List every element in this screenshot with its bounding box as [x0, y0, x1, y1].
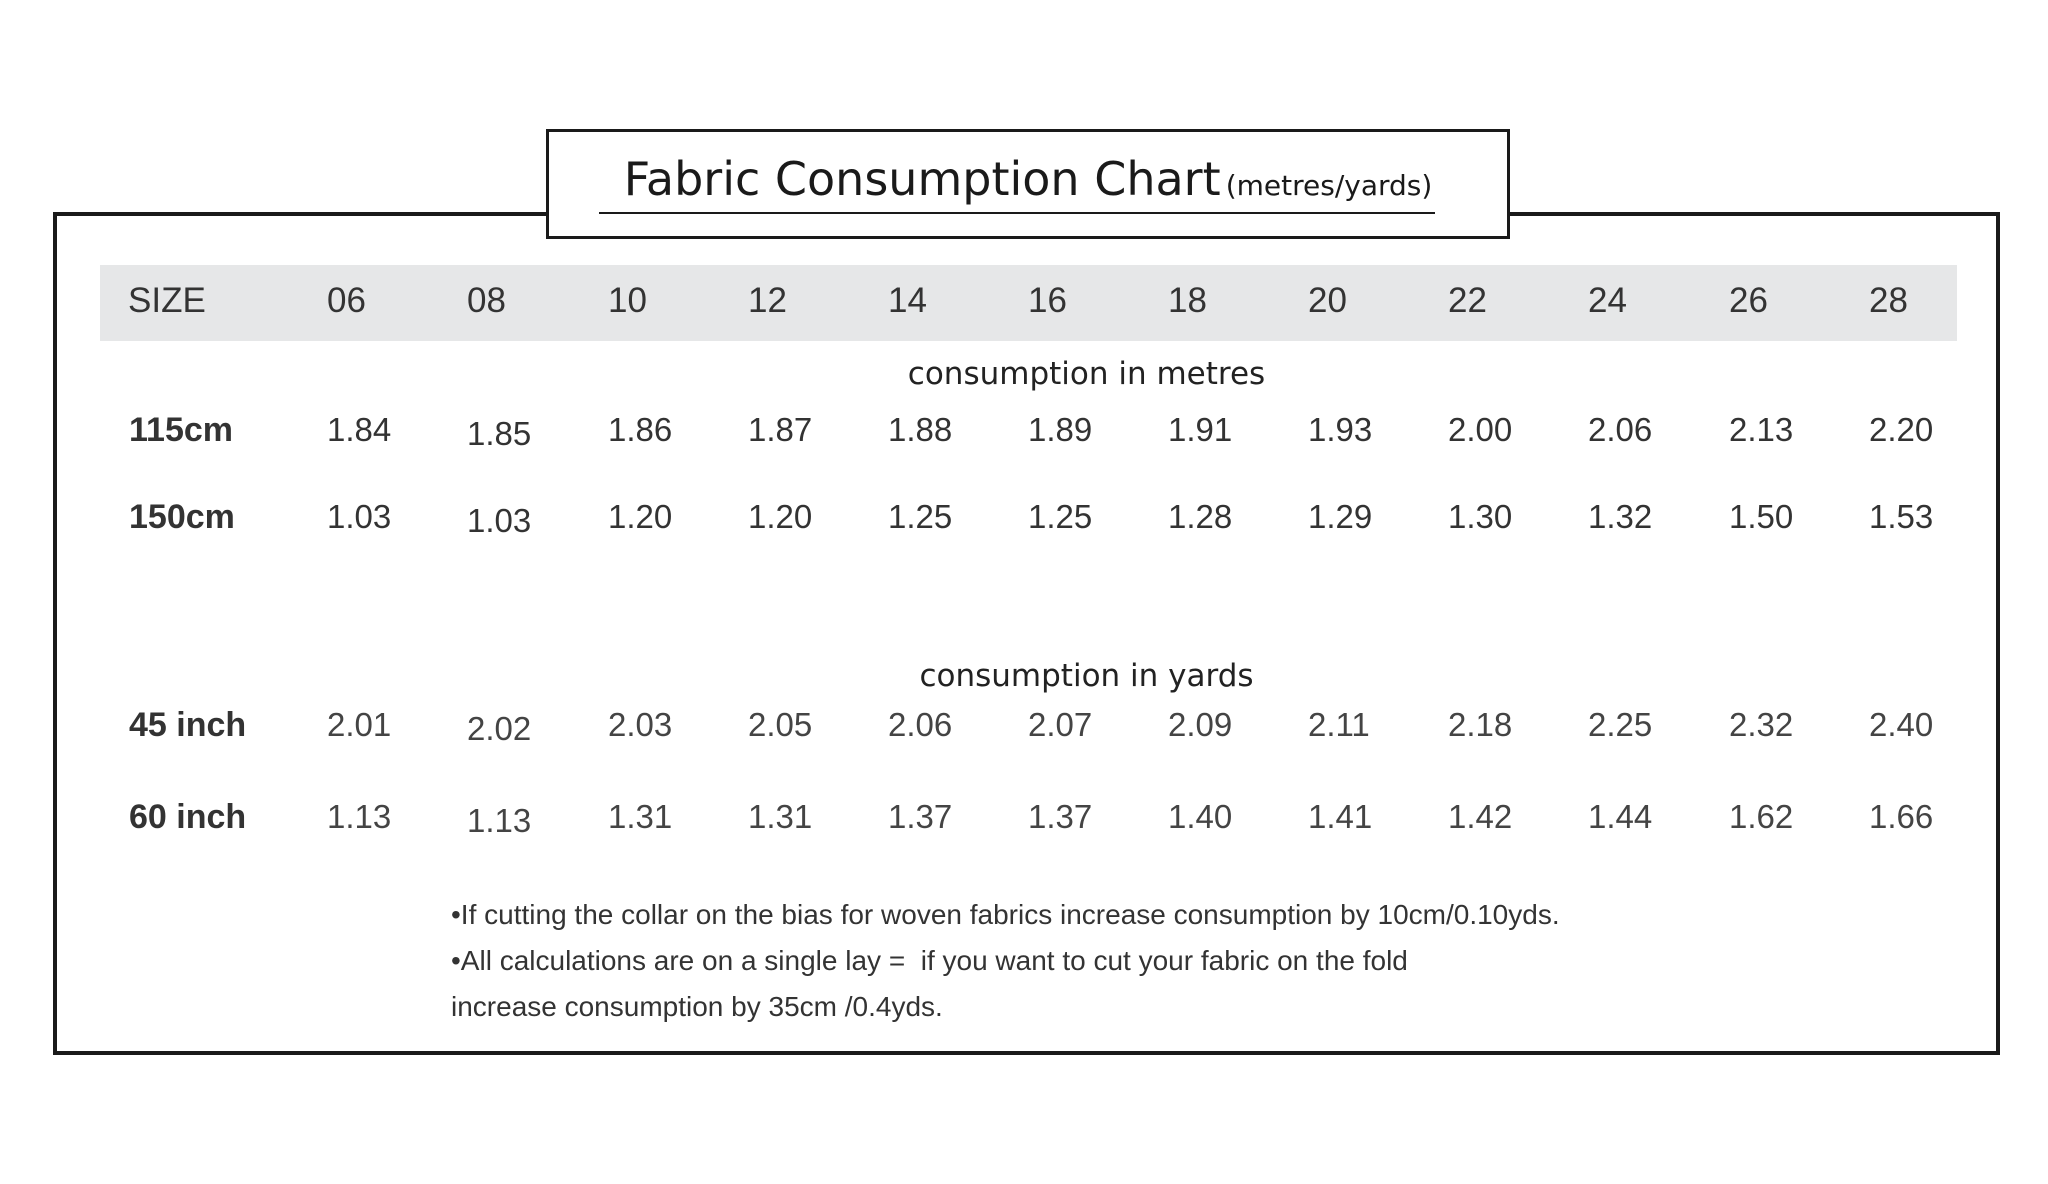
size-header-label: SIZE	[128, 281, 206, 320]
size-header-26: 26	[1729, 281, 1768, 320]
cell-45-inch-size-16: 2.07	[1028, 706, 1093, 743]
note-bias-collar: •If cutting the collar on the bias for woven fabrics increase consumption by 10cm/0.10yds.	[451, 899, 1560, 930]
row-label-60-inch: 60 inch	[129, 798, 247, 836]
cell-60-inch-size-12: 1.31	[748, 798, 813, 835]
cell-45-inch-size-22: 2.18	[1448, 706, 1513, 743]
cell-115cm-size-14: 1.88	[888, 411, 953, 448]
cell-60-inch-size-24: 1.44	[1588, 798, 1653, 835]
size-header-28: 28	[1869, 281, 1908, 320]
cell-150cm-size-26: 1.50	[1729, 498, 1794, 535]
cell-150cm-size-24: 1.32	[1588, 498, 1653, 535]
size-header-14: 14	[888, 281, 927, 320]
note-single-lay: •All calculations are on a single lay = if you want to cut your fabric on the fold	[451, 945, 1408, 976]
cell-60-inch-size-08: 1.13	[467, 802, 532, 839]
cell-115cm-size-28: 2.20	[1869, 411, 1934, 448]
cell-115cm-size-22: 2.00	[1448, 411, 1513, 448]
cell-45-inch-size-26: 2.32	[1729, 706, 1794, 743]
cell-45-inch-size-06: 2.01	[327, 706, 392, 743]
cell-115cm-size-10: 1.86	[608, 411, 673, 448]
cell-60-inch-size-16: 1.37	[1028, 798, 1093, 835]
title-box	[546, 129, 1510, 239]
cell-60-inch-size-18: 1.40	[1168, 798, 1233, 835]
cell-45-inch-size-18: 2.09	[1168, 706, 1233, 743]
row-label-150cm: 150cm	[129, 498, 235, 536]
cell-45-inch-size-12: 2.05	[748, 706, 813, 743]
size-header-22: 22	[1448, 281, 1487, 320]
chart-title-unit: (metres/yards)	[1225, 169, 1433, 202]
cell-150cm-size-10: 1.20	[608, 498, 673, 535]
section-label-metres: consumption in metres	[907, 356, 1266, 392]
row-label-45-inch: 45 inch	[129, 706, 247, 744]
cell-60-inch-size-26: 1.62	[1729, 798, 1794, 835]
cell-45-inch-size-08: 2.02	[467, 710, 532, 747]
cell-60-inch-size-20: 1.41	[1308, 798, 1373, 835]
size-header-06: 06	[327, 281, 366, 320]
cell-150cm-size-28: 1.53	[1869, 498, 1934, 535]
cell-115cm-size-06: 1.84	[327, 411, 392, 448]
cell-150cm-size-18: 1.28	[1168, 498, 1233, 535]
cell-150cm-size-16: 1.25	[1028, 498, 1093, 535]
cell-45-inch-size-20: 2.11	[1308, 706, 1370, 743]
size-header-24: 24	[1588, 281, 1627, 320]
title-underline	[599, 212, 1435, 214]
cell-115cm-size-26: 2.13	[1729, 411, 1794, 448]
cell-115cm-size-24: 2.06	[1588, 411, 1653, 448]
row-label-115cm: 115cm	[129, 411, 233, 449]
cell-150cm-size-06: 1.03	[327, 498, 392, 535]
size-header-20: 20	[1308, 281, 1347, 320]
cell-45-inch-size-10: 2.03	[608, 706, 673, 743]
cell-45-inch-size-28: 2.40	[1869, 706, 1934, 743]
cell-115cm-size-18: 1.91	[1168, 411, 1233, 448]
size-header-18: 18	[1168, 281, 1207, 320]
cell-60-inch-size-06: 1.13	[327, 798, 392, 835]
cell-115cm-size-12: 1.87	[748, 411, 813, 448]
size-header-16: 16	[1028, 281, 1067, 320]
cell-60-inch-size-10: 1.31	[608, 798, 673, 835]
note-fold-increase: increase consumption by 35cm /0.4yds.	[451, 991, 943, 1022]
chart-title-main: Fabric Consumption Chart	[623, 152, 1221, 206]
cell-150cm-size-08: 1.03	[467, 502, 532, 539]
cell-60-inch-size-22: 1.42	[1448, 798, 1513, 835]
size-header-08: 08	[467, 281, 506, 320]
cell-150cm-size-22: 1.30	[1448, 498, 1513, 535]
cell-150cm-size-12: 1.20	[748, 498, 813, 535]
cell-150cm-size-20: 1.29	[1308, 498, 1373, 535]
cell-60-inch-size-14: 1.37	[888, 798, 953, 835]
cell-115cm-size-20: 1.93	[1308, 411, 1373, 448]
cell-60-inch-size-28: 1.66	[1869, 798, 1934, 835]
size-header-10: 10	[608, 281, 647, 320]
section-label-yards: consumption in yards	[919, 658, 1254, 694]
notes	[451, 892, 1560, 1030]
cell-150cm-size-14: 1.25	[888, 498, 953, 535]
chart-title	[549, 152, 1507, 206]
cell-45-inch-size-24: 2.25	[1588, 706, 1653, 743]
cell-45-inch-size-14: 2.06	[888, 706, 953, 743]
size-header-12: 12	[748, 281, 787, 320]
cell-115cm-size-16: 1.89	[1028, 411, 1093, 448]
cell-115cm-size-08: 1.85	[467, 415, 532, 452]
